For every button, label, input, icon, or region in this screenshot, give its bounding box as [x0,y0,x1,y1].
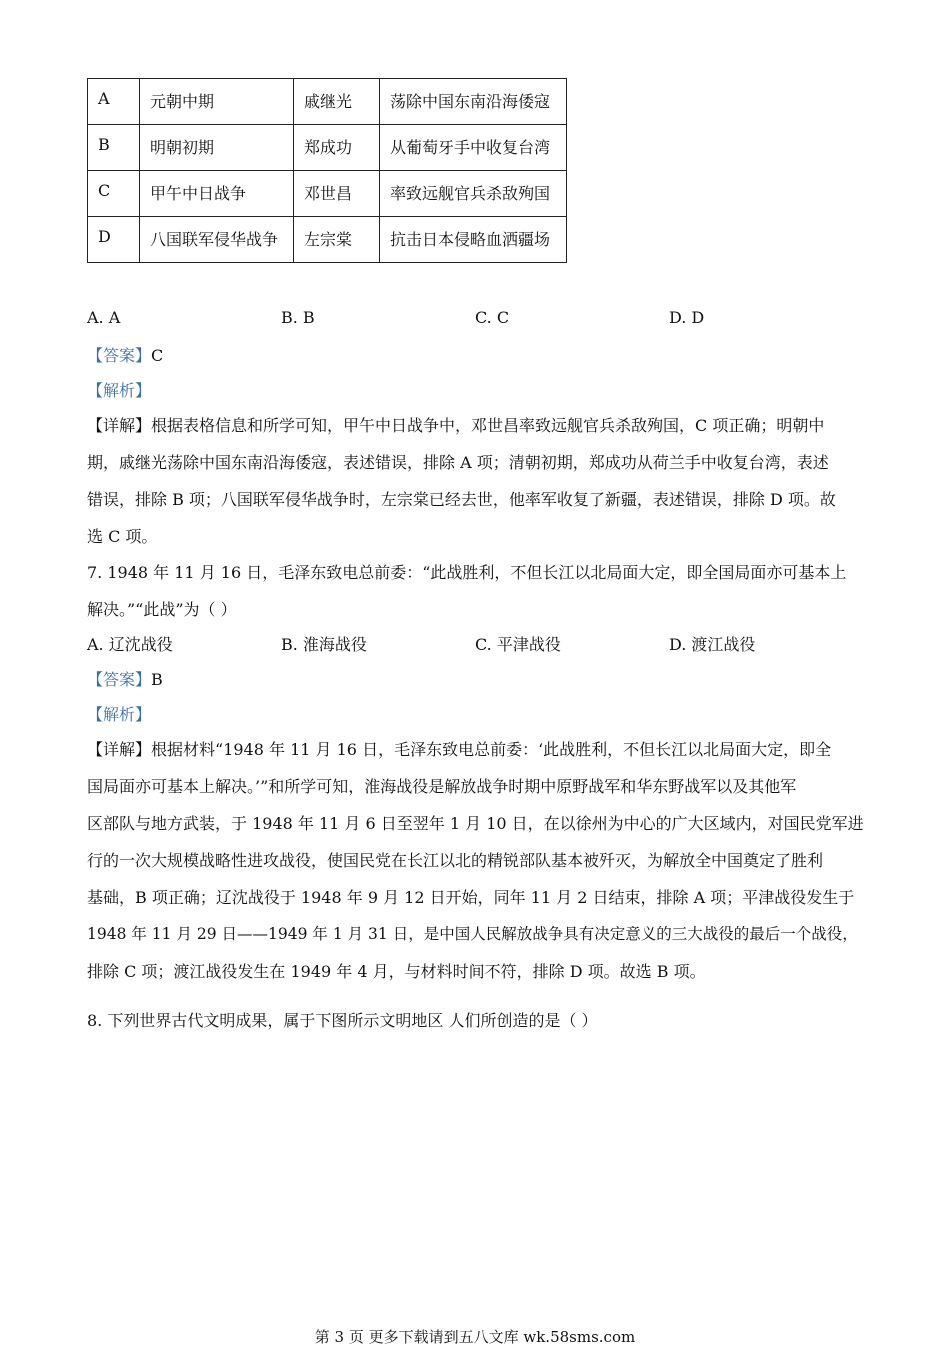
q6-detail-line [87,413,824,436]
q7-detail-line: 区部队与地方武装，于 1948 年 11 月 6 日至翌年 1 月 10 日，在以徐州为中心的广大区域内，对国民党军进 [87,814,864,833]
answer-label: 【答案】 [87,670,152,689]
q7-option-c: C. 平津战役 [475,635,561,654]
q6-detail-line: 期，戚继光荡除中国东南沿海倭寇，表述错误，排除 A 项；清朝初期，郑成功从荷兰手中收复台湾，表述 [87,453,829,472]
q7-stem-line: 解决。”“此战”为（ ） [87,600,237,619]
table-row [88,171,567,217]
table-cell: 甲午中日战争 [140,171,294,217]
q7-detail-line: 基础，B 项正确；辽沈战役于 1948 年 9 月 12 日开始，同年 11 月 2 日结束，排除 A 项；平津战役发生于 [87,888,855,907]
q7-answer [87,667,163,690]
q6-option-a: A. A [87,308,121,327]
table-cell: 戚继光 [294,79,380,125]
q7-option-d: D. 渡江战役 [669,635,756,654]
q7-detail-line: 1948 年 11 月 29 日——1949 年 1 月 31 日，是中国人民解放战争具有决定意义的三大战役的最后一个战役， [87,925,858,943]
q6-option-d: D. D [669,308,705,327]
q6-option-b: B. B [281,308,315,327]
table-cell: 明朝初期 [140,125,294,171]
q6-answer [87,343,163,366]
table-cell: 八国联军侵华战争 [140,217,294,263]
q7-stem-line: 7. 1948 年 11 月 16 日，毛泽东致电总前委：“此战胜利，不但长江以北局面大定，即全国局面亦可基本上 [87,563,847,582]
q6-option-c: C. C [475,308,510,327]
q7-option-b: B. 淮海战役 [281,635,367,654]
table-cell: 元朝中期 [140,79,294,125]
table-cell: D [88,217,140,263]
q6-detail-line: 选 C 项。 [87,527,158,546]
answer-value: C [151,346,164,365]
table-cell: 抗击日本侵略血洒疆场 [380,217,567,263]
table-cell: 荡除中国东南沿海倭寇 [380,79,567,125]
detail-text: 根据表格信息和所学可知，甲午中日战争中，邓世昌率致远舰官兵杀敌殉国，C 项正确；明朝中 [151,416,825,435]
answer-label: 【答案】 [87,346,152,365]
detail-label: 【详解】 [87,740,152,759]
table-row [88,217,567,263]
table-cell: C [88,171,140,217]
table-row [88,79,567,125]
table-cell: A [88,79,140,125]
table-cell: 邓世昌 [294,171,380,217]
q6-detail-line: 错误，排除 B 项；八国联军侵华战争时，左宗棠已经去世，他率军收复了新疆，表述错误，排除 D 项。故 [87,490,836,509]
table-cell: B [88,125,140,171]
q7-option-a: A. 辽沈战役 [87,635,173,654]
table-row [88,125,567,171]
q7-detail-line: 排除 C 项；渡江战役发生在 1949 年 4 月，与材料时间不符，排除 D 项。故选 B 项。 [87,962,706,981]
detail-text: 根据材料“1948 年 11 月 16 日，毛泽东致电总前委：‘此战胜利，不但长江以北局面大定，即全 [151,740,832,759]
q8-stem: 8. 下列世界古代文明成果，属于下图所示文明地区 人们所创造的是（ ） [87,1011,598,1030]
detail-label: 【详解】 [87,416,152,435]
q7-detail-line: 国局面亦可基本上解决。’”和所学可知，淮海战役是解放战争时期中原野战军和华东野战军以及其他军 [87,777,797,796]
answer-value: B [151,670,163,689]
q6-analysis-label: 【解析】 [87,381,152,400]
table-cell: 郑成功 [294,125,380,171]
q7-detail-line: 行的一次大规模战略性进攻战役，使国民党在长江以北的精锐部队基本被歼灭，为解放全中国奠定了胜利 [87,851,824,870]
q7-analysis-label: 【解析】 [87,705,152,724]
q7-detail-line [87,737,831,760]
options-table [87,78,567,263]
table-cell: 从葡萄牙手中收复台湾 [380,125,567,171]
page-footer: 第 3 页 更多下载请到五八文库 wk.58sms.com [314,1328,636,1346]
table-cell: 左宗棠 [294,217,380,263]
table-cell: 率致远舰官兵杀敌殉国 [380,171,567,217]
